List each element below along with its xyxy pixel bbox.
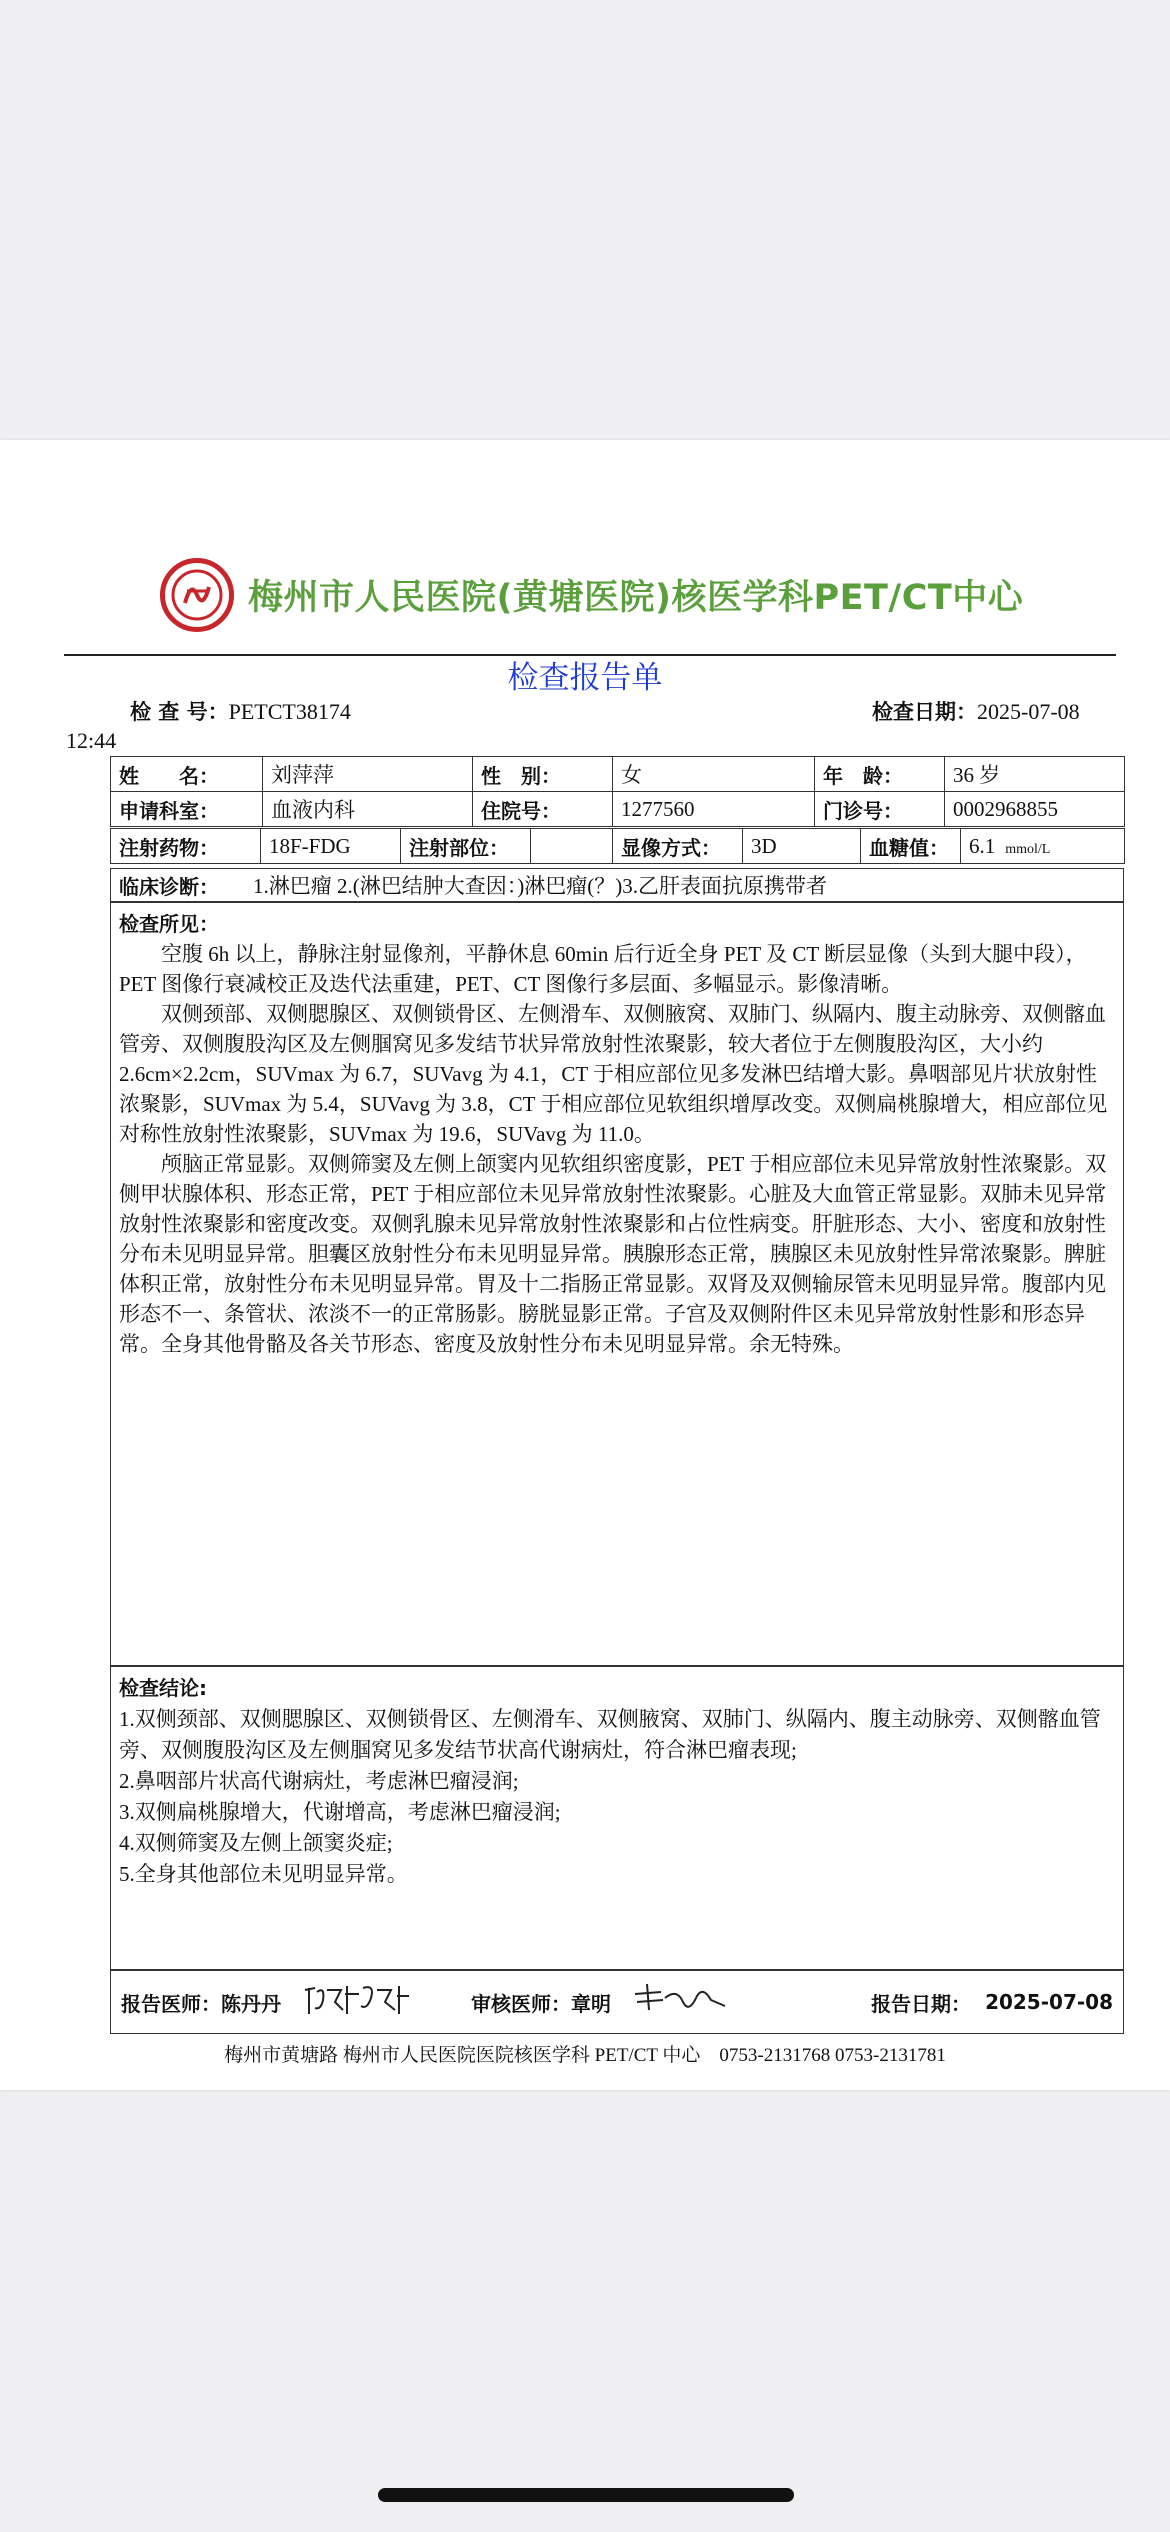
patient-dept: 血液内科 xyxy=(263,792,473,827)
conclusion-item: 5.全身其他部位未见明显异常。 xyxy=(119,1862,408,1886)
inpatient-label: 住院号： xyxy=(473,792,613,827)
glucose-cell xyxy=(961,829,1125,864)
age-label: 年 龄： xyxy=(815,757,945,792)
report-doctor: 陈丹丹 xyxy=(221,1991,281,2016)
findings-paragraph: 颅脑正常显影。双侧筛窦及左侧上颌窦内见软组织密度影，PET 于相应部位未见异常放射性浓聚影。双侧甲状腺体积、形态正常，PET 于相应部位未见异常放射性浓聚影。心脏及大血管正常显影。双肺未见异常放射性浓聚影和密度改变。双侧乳腺未见异常放射性浓聚影和占位性病变。肝脏形态、大小、密度和放射性分布未见明显异常。胆囊区放射性分布未见明显异常。胰腺形态正常，胰腺区未见放射性异常浓聚影。脾脏体积正常，放射性分布未见明显异常。胃及十二指肠正常显影。双肾及双侧输尿管未见明显异常。腹部内见形态不一、条管状、浓淡不一的正常肠影。膀胱显影正常。子宫及双侧附件区未见异常放射性影和形态异常。全身其他骨骼及各关节形态、密度及放射性分布未见明显异常。余无特殊。 xyxy=(119,1152,1107,1356)
report-doctor-label: 报告医师： xyxy=(121,1991,221,2016)
diagnosis-text: 1.淋巴瘤 2.(淋巴结肿大查因：)淋巴瘤(？)3.乙肝表面抗原携带者 xyxy=(253,874,827,898)
report-date: 2025-07-08 xyxy=(985,1990,1113,2014)
drug-label: 注射药物： xyxy=(111,829,261,864)
exam-date-value: 2025-07-08 xyxy=(977,699,1080,724)
exam-number xyxy=(130,696,351,726)
footer-address: 梅州市黄塘路 梅州市人民医院医院核医学科 PET/CT 中心 0753-2131768 0753-2131781 xyxy=(224,2045,946,2066)
report-title: 检查报告单 xyxy=(507,660,663,696)
imaging-mode: 3D xyxy=(743,829,861,864)
reviewer-signature xyxy=(631,1980,731,2025)
hospital-name: 梅州市人民医院(黄塘医院)核医学科PET/CT中心 xyxy=(248,578,1024,618)
outpatient-label: 门诊号： xyxy=(815,792,945,827)
glucose-value: 6.1 xyxy=(969,833,996,858)
patient-age: 36 岁 xyxy=(945,757,1125,792)
patient-info-row-2 xyxy=(110,828,1125,864)
findings-label: 检查所见： xyxy=(119,912,219,936)
report-date-label: 报告日期： xyxy=(871,1991,972,2016)
patient-info-row-1 xyxy=(110,756,1125,827)
conclusion-item: 1.双侧颈部、双侧腮腺区、双侧锁骨区、左侧滑车、双侧腋窝、双肺门、纵隔内、腹主动脉旁、双侧髂血管旁、双侧腹股沟区及左侧腘窝见多发结节状高代谢病灶，符合淋巴瘤表现; xyxy=(119,1707,1101,1762)
hospital-logo-icon xyxy=(160,558,234,632)
findings-paragraph: 双侧颈部、双侧腮腺区、双侧锁骨区、左侧滑车、双侧腋窝、双肺门、纵隔内、腹主动脉旁、双侧髂血管旁、双侧腹股沟区及左侧腘窝见多发结节状异常放射性浓聚影，较大者位于左侧腹股沟区，大小约 2.6cm×2.2cm，SUVmax 为 6.7，SUVavg 为 4.1，CT 于相应部位见多发淋巴结增大影。鼻咽部见片状放射性浓聚影，SUVmax 为 5.4，SUVavg 为 3.8，CT 于相应部位见软组织增厚改变。双侧扁桃腺增大，相应部位见对称性放射性浓聚影，SUVmax 为 19.6，SUVavg 为 11.0。 xyxy=(119,1002,1108,1146)
doctor-signature xyxy=(301,1980,411,2025)
exam-number-label: 检 查 号： xyxy=(130,700,229,724)
report-time: 12:44 xyxy=(66,728,117,753)
clinical-diagnosis xyxy=(110,868,1124,902)
outpatient-number: 0002968855 xyxy=(945,792,1125,827)
injected-drug: 18F-FDG xyxy=(261,829,401,864)
signature-row xyxy=(110,1970,1124,2034)
conclusion-item: 3.双侧扁桃腺增大，代谢增高，考虑淋巴瘤浸润; xyxy=(119,1800,561,1824)
exam-date-label: 检查日期： xyxy=(872,700,977,724)
sex-label: 性 别： xyxy=(473,757,613,792)
diagnosis-label: 临床诊断： xyxy=(119,874,219,899)
exam-number-value: PETCT38174 xyxy=(228,699,351,724)
name-label: 姓 名： xyxy=(111,757,263,792)
conclusion-item: 4.双侧筛窦及左侧上颌窦炎症; xyxy=(119,1831,393,1855)
report-sheet xyxy=(0,440,1170,2090)
patient-sex: 女 xyxy=(613,757,815,792)
injection-site xyxy=(531,829,613,864)
injection-site-label: 注射部位： xyxy=(401,829,531,864)
glucose-unit: mmol/L xyxy=(1005,841,1051,857)
glucose-label: 血糖值： xyxy=(861,829,961,864)
reviewer-name: 章明 xyxy=(571,1991,611,2016)
exam-conclusion xyxy=(110,1666,1124,1970)
home-indicator[interactable] xyxy=(378,2488,794,2502)
exam-findings xyxy=(110,902,1124,1666)
conclusion-item: 2.鼻咽部片状高代谢病灶，考虑淋巴瘤浸润; xyxy=(119,1769,519,1793)
conclusion-label: 检查结论: xyxy=(119,1676,207,1700)
inpatient-number: 1277560 xyxy=(613,792,815,827)
reviewer-label: 审核医师： xyxy=(471,1991,571,2016)
findings-paragraph: 空腹 6h 以上，静脉注射显像剂，平静休息 60min 后行近全身 PET 及 CT 断层显像（头到大腿中段），PET 图像行衰减校正及迭代法重建，PET、CT 图像行多层面、多幅显示。影像清晰。 xyxy=(119,942,1087,996)
dept-label: 申请科室： xyxy=(111,792,263,827)
imaging-mode-label: 显像方式： xyxy=(613,829,743,864)
hospital-header xyxy=(160,550,1023,640)
exam-date xyxy=(872,696,1080,726)
patient-name: 刘萍萍 xyxy=(263,757,473,792)
